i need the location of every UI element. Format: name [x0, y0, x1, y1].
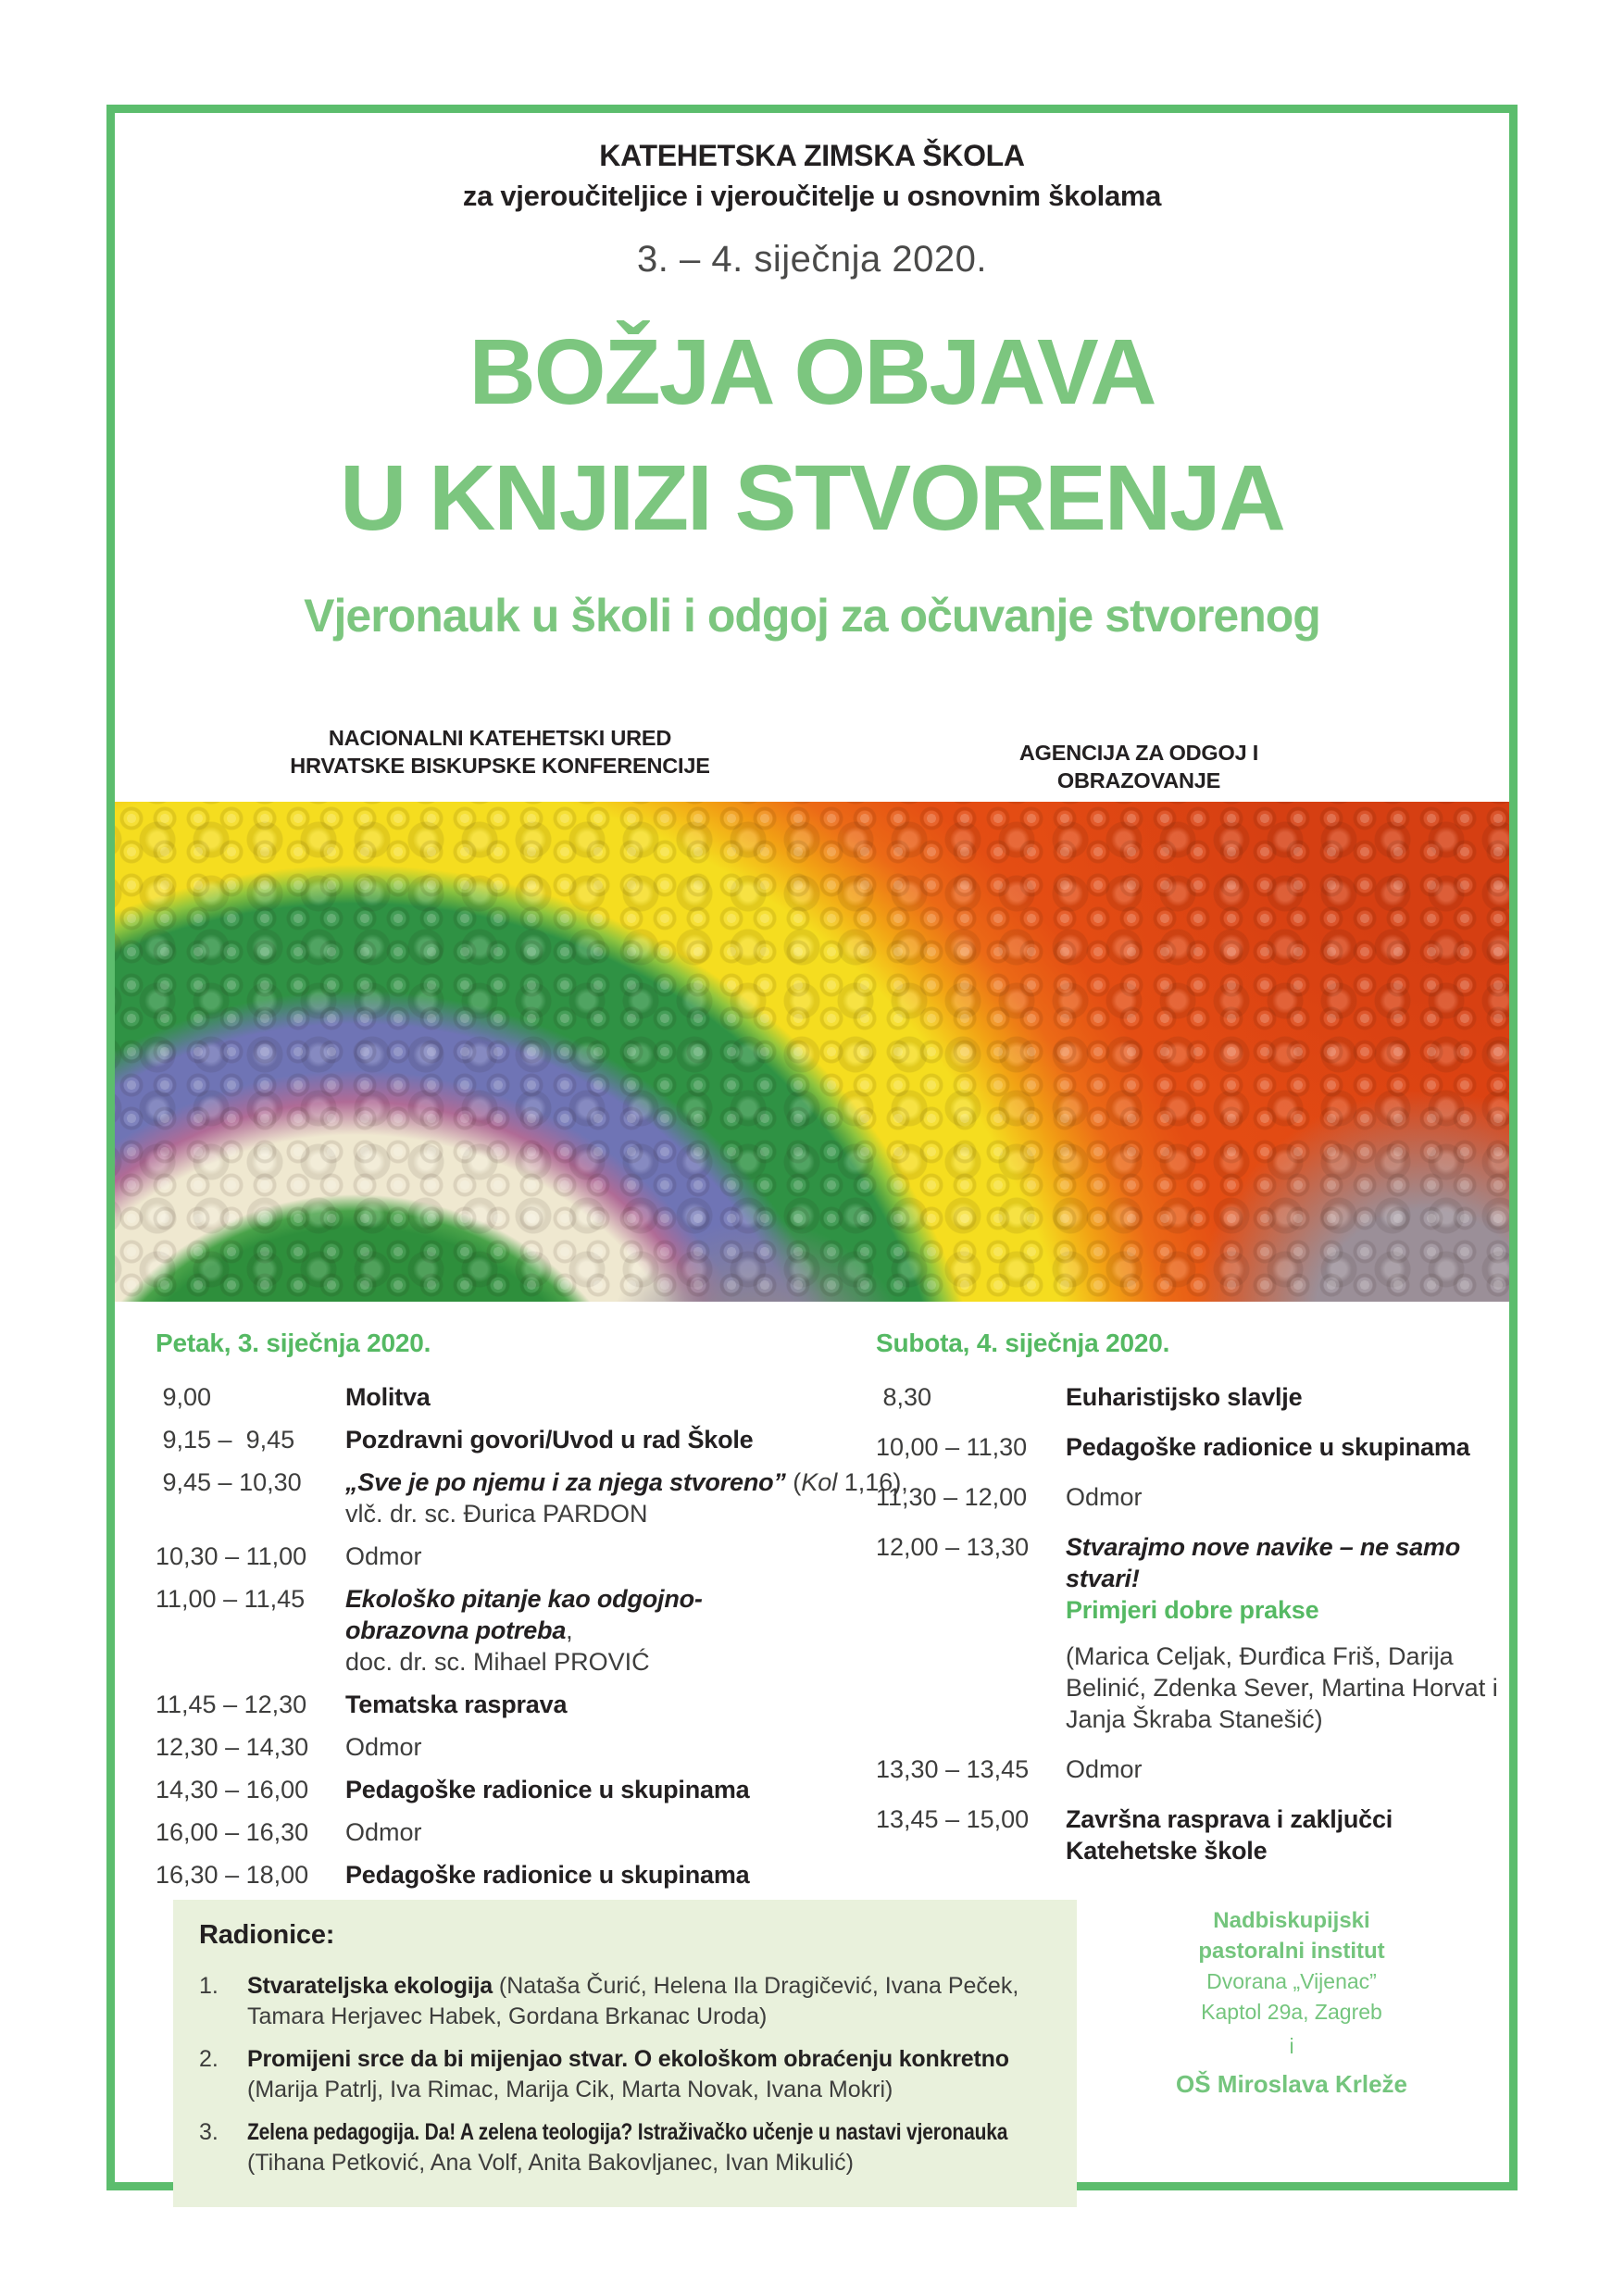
- workshop-body: [247, 1971, 1051, 2032]
- schedule-row: [876, 1531, 1515, 1735]
- organizer-nku-line1: NACIONALNI KATEHETSKI URED: [328, 726, 672, 750]
- row-time: 13,45 – 15,00: [876, 1805, 1030, 1833]
- row-time: 12,30 – 14,30: [156, 1733, 309, 1761]
- workshop-item: [199, 2117, 1051, 2178]
- bible-ref-book: Kol: [801, 1468, 838, 1496]
- event-date: 3. – 4. siječnja 2020.: [637, 239, 987, 280]
- bible-ref: (: [785, 1468, 802, 1496]
- row-desc: [345, 1381, 878, 1413]
- row-time: 16,00 – 16,30: [156, 1818, 309, 1846]
- schedule-row: [876, 1753, 1515, 1785]
- row-title: Tematska rasprava: [345, 1691, 568, 1718]
- row-desc: [345, 1816, 878, 1848]
- workshop-body: [247, 2117, 1153, 2178]
- venue-block: [1080, 1905, 1504, 2100]
- row-desc: [1066, 1531, 1511, 1735]
- row-desc: [1066, 1381, 1511, 1413]
- row-desc: [345, 1774, 878, 1805]
- lecture-title: Stvarajmo nove navike – ne samo stvari!: [1066, 1533, 1460, 1592]
- workshop-number: 3.: [199, 2119, 219, 2145]
- row-time: 12,00 – 13,30: [876, 1533, 1030, 1561]
- row-desc: [1066, 1431, 1511, 1463]
- lecture-title-suffix: ,: [566, 1616, 573, 1644]
- workshop-item: [199, 2044, 1051, 2105]
- lecture-quote: „Sve je po njemu i za njega stvoreno”: [345, 1468, 786, 1496]
- venue-conjunction: i: [1289, 2034, 1294, 2058]
- lecture-speaker: vlč. dr. sc. Đurica PARDON: [345, 1500, 648, 1528]
- schedule-row: [156, 1859, 878, 1890]
- header-school-name: KATEHETSKA ZIMSKA ŠKOLA: [599, 139, 1025, 172]
- poster-title-line2: U KNJIZI STVORENJA: [340, 446, 1284, 550]
- schedule-row: [156, 1731, 878, 1763]
- row-time: 9,45 – 10,30: [156, 1468, 302, 1496]
- lecture-title-line: [345, 1583, 762, 1646]
- workshops-heading: Radionice:: [199, 1920, 335, 1950]
- schedule-row: [876, 1381, 1515, 1413]
- row-time: 11,00 – 11,45: [156, 1585, 306, 1613]
- row-desc: [345, 1859, 878, 1890]
- workshop-title: Promijeni srce da bi mijenjao stvar. O ekološkom obraćenju konkretno: [247, 2046, 1009, 2072]
- venue-institution-line1: Nadbiskupijski: [1213, 1908, 1370, 1933]
- row-title: Odmor: [345, 1542, 422, 1570]
- bible-ref-verse: 1,16),: [837, 1468, 908, 1496]
- row-time: 16,30 – 18,00: [156, 1861, 309, 1889]
- row-title: Odmor: [1066, 1755, 1143, 1783]
- schedule-row: [156, 1424, 878, 1455]
- row-desc: [345, 1583, 878, 1678]
- workshop-title: Zelena pedagogija. Da! A zelena teologija? Istraživačko učenje u nastavi vjeronauka: [247, 2119, 1008, 2145]
- workshop-speakers: (Marija Patrlj, Iva Rimac, Marija Cik, Marta Novak, Ivana Mokri): [247, 2077, 893, 2103]
- row-title: Euharistijsko slavlje: [1066, 1383, 1303, 1411]
- schedule-row: [156, 1583, 878, 1678]
- row-time: 10,30 – 11,00: [156, 1542, 307, 1570]
- poster-title-line1: BOŽJA OBJAVA: [468, 320, 1156, 424]
- schedule-row: [156, 1466, 908, 1529]
- row-title: Odmor: [345, 1818, 422, 1846]
- workshop-number: 2.: [199, 2046, 219, 2072]
- row-time: 11,30 – 12,00: [876, 1483, 1028, 1511]
- friday-heading: Petak, 3. siječnja 2020.: [156, 1329, 431, 1357]
- workshop-title-wrap: [247, 2117, 1153, 2148]
- organizer-azoo: AGENCIJA ZA ODGOJ I OBRAZOVANJE: [1018, 741, 1259, 792]
- row-title: Pedagoške radionice u skupinama: [345, 1861, 750, 1889]
- row-time: 14,30 – 16,00: [156, 1776, 309, 1803]
- venue-school: OŠ Miroslava Krleže: [1176, 2070, 1407, 2098]
- row-time: 8,30: [876, 1383, 932, 1411]
- schedule-row: [156, 1381, 878, 1413]
- row-time: 9,15 – 9,45: [156, 1426, 295, 1454]
- row-time: 10,00 – 11,30: [876, 1433, 1028, 1461]
- header-audience-line: za vjeroučiteljice i vjeroučitelje u osnovnim školama: [462, 180, 1162, 212]
- schedule-saturday: [876, 1328, 1515, 1885]
- workshop-item: [199, 1971, 1051, 2032]
- row-time: 9,00: [156, 1383, 212, 1411]
- bottle-cap-rainbow-mosaic-photo: [115, 802, 1509, 1302]
- row-desc: [1066, 1753, 1511, 1785]
- schedule-row: [876, 1481, 1515, 1513]
- venue-institution-line2: pastoralni institut: [1198, 1939, 1385, 1964]
- row-time: 13,30 – 13,45: [876, 1755, 1030, 1783]
- workshop-speakers: (Tihana Petković, Ana Volf, Anita Bakovljanec, Ivan Mikulić): [247, 2150, 854, 2176]
- workshop-speakers: (Nataša Čurić, Helena Ila Dragičević, Ivana Peček, Tamara Herjavec Habek, Gordana Brkanac Uroda): [247, 1973, 1019, 2029]
- schedule-row: [156, 1541, 878, 1572]
- venue-hall: Dvorana „Vijenac”: [1206, 1969, 1377, 1993]
- schedule-row: [876, 1431, 1515, 1463]
- row-title: Molitva: [345, 1383, 431, 1411]
- row-time: 11,45 – 12,30: [156, 1691, 307, 1718]
- row-title: Pedagoške radionice u skupinama: [1066, 1433, 1470, 1461]
- lecture-speaker: doc. dr. sc. Mihael PROVIĆ: [345, 1648, 650, 1676]
- good-practice-label: Primjeri dobre prakse: [1066, 1596, 1319, 1624]
- workshop-body: [247, 2044, 1051, 2105]
- lecture-title: Ekološko pitanje kao odgojno-obrazovna potreba: [345, 1585, 703, 1644]
- saturday-heading: Subota, 4. siječnja 2020.: [876, 1329, 1170, 1357]
- schedule-row: [156, 1774, 878, 1805]
- row-desc: [1066, 1481, 1511, 1513]
- row-desc: [345, 1466, 908, 1529]
- schedule-row: [156, 1689, 878, 1720]
- row-desc: [345, 1541, 878, 1572]
- row-desc: [1066, 1803, 1511, 1866]
- row-title: Odmor: [1066, 1483, 1143, 1511]
- organizer-nku: [222, 724, 778, 780]
- workshops-box: [173, 1900, 1077, 2207]
- schedule-row: [156, 1816, 878, 1848]
- workshop-title: Stvarateljska ekologija: [247, 1973, 493, 1999]
- organizer-nku-line2: HRVATSKE BISKUPSKE KONFERENCIJE: [290, 754, 710, 778]
- row-title: Završna rasprava i zaključci Katehetske škole: [1066, 1805, 1393, 1865]
- row-title: Pedagoške radionice u skupinama: [345, 1776, 750, 1803]
- row-title: Odmor: [345, 1733, 422, 1761]
- row-desc: [345, 1424, 878, 1455]
- venue-address: Kaptol 29a, Zagreb: [1201, 2000, 1382, 2024]
- lecture-title-line: [345, 1466, 908, 1498]
- schedule-row: [876, 1803, 1515, 1866]
- row-title: Pozdravni govori/Uvod u rad Škole: [345, 1426, 754, 1454]
- poster-subtitle: Vjeronauk u školi i odgoj za očuvanje stvorenog: [304, 590, 1320, 642]
- lecture-speakers: (Marica Celjak, Đurđica Friš, Darija Belinić, Zdenka Sever, Martina Horvat i Janja Škraba Stanešić): [1066, 1642, 1498, 1733]
- row-desc: [345, 1731, 878, 1763]
- row-desc: [345, 1689, 878, 1720]
- workshop-number: 1.: [199, 1973, 219, 1999]
